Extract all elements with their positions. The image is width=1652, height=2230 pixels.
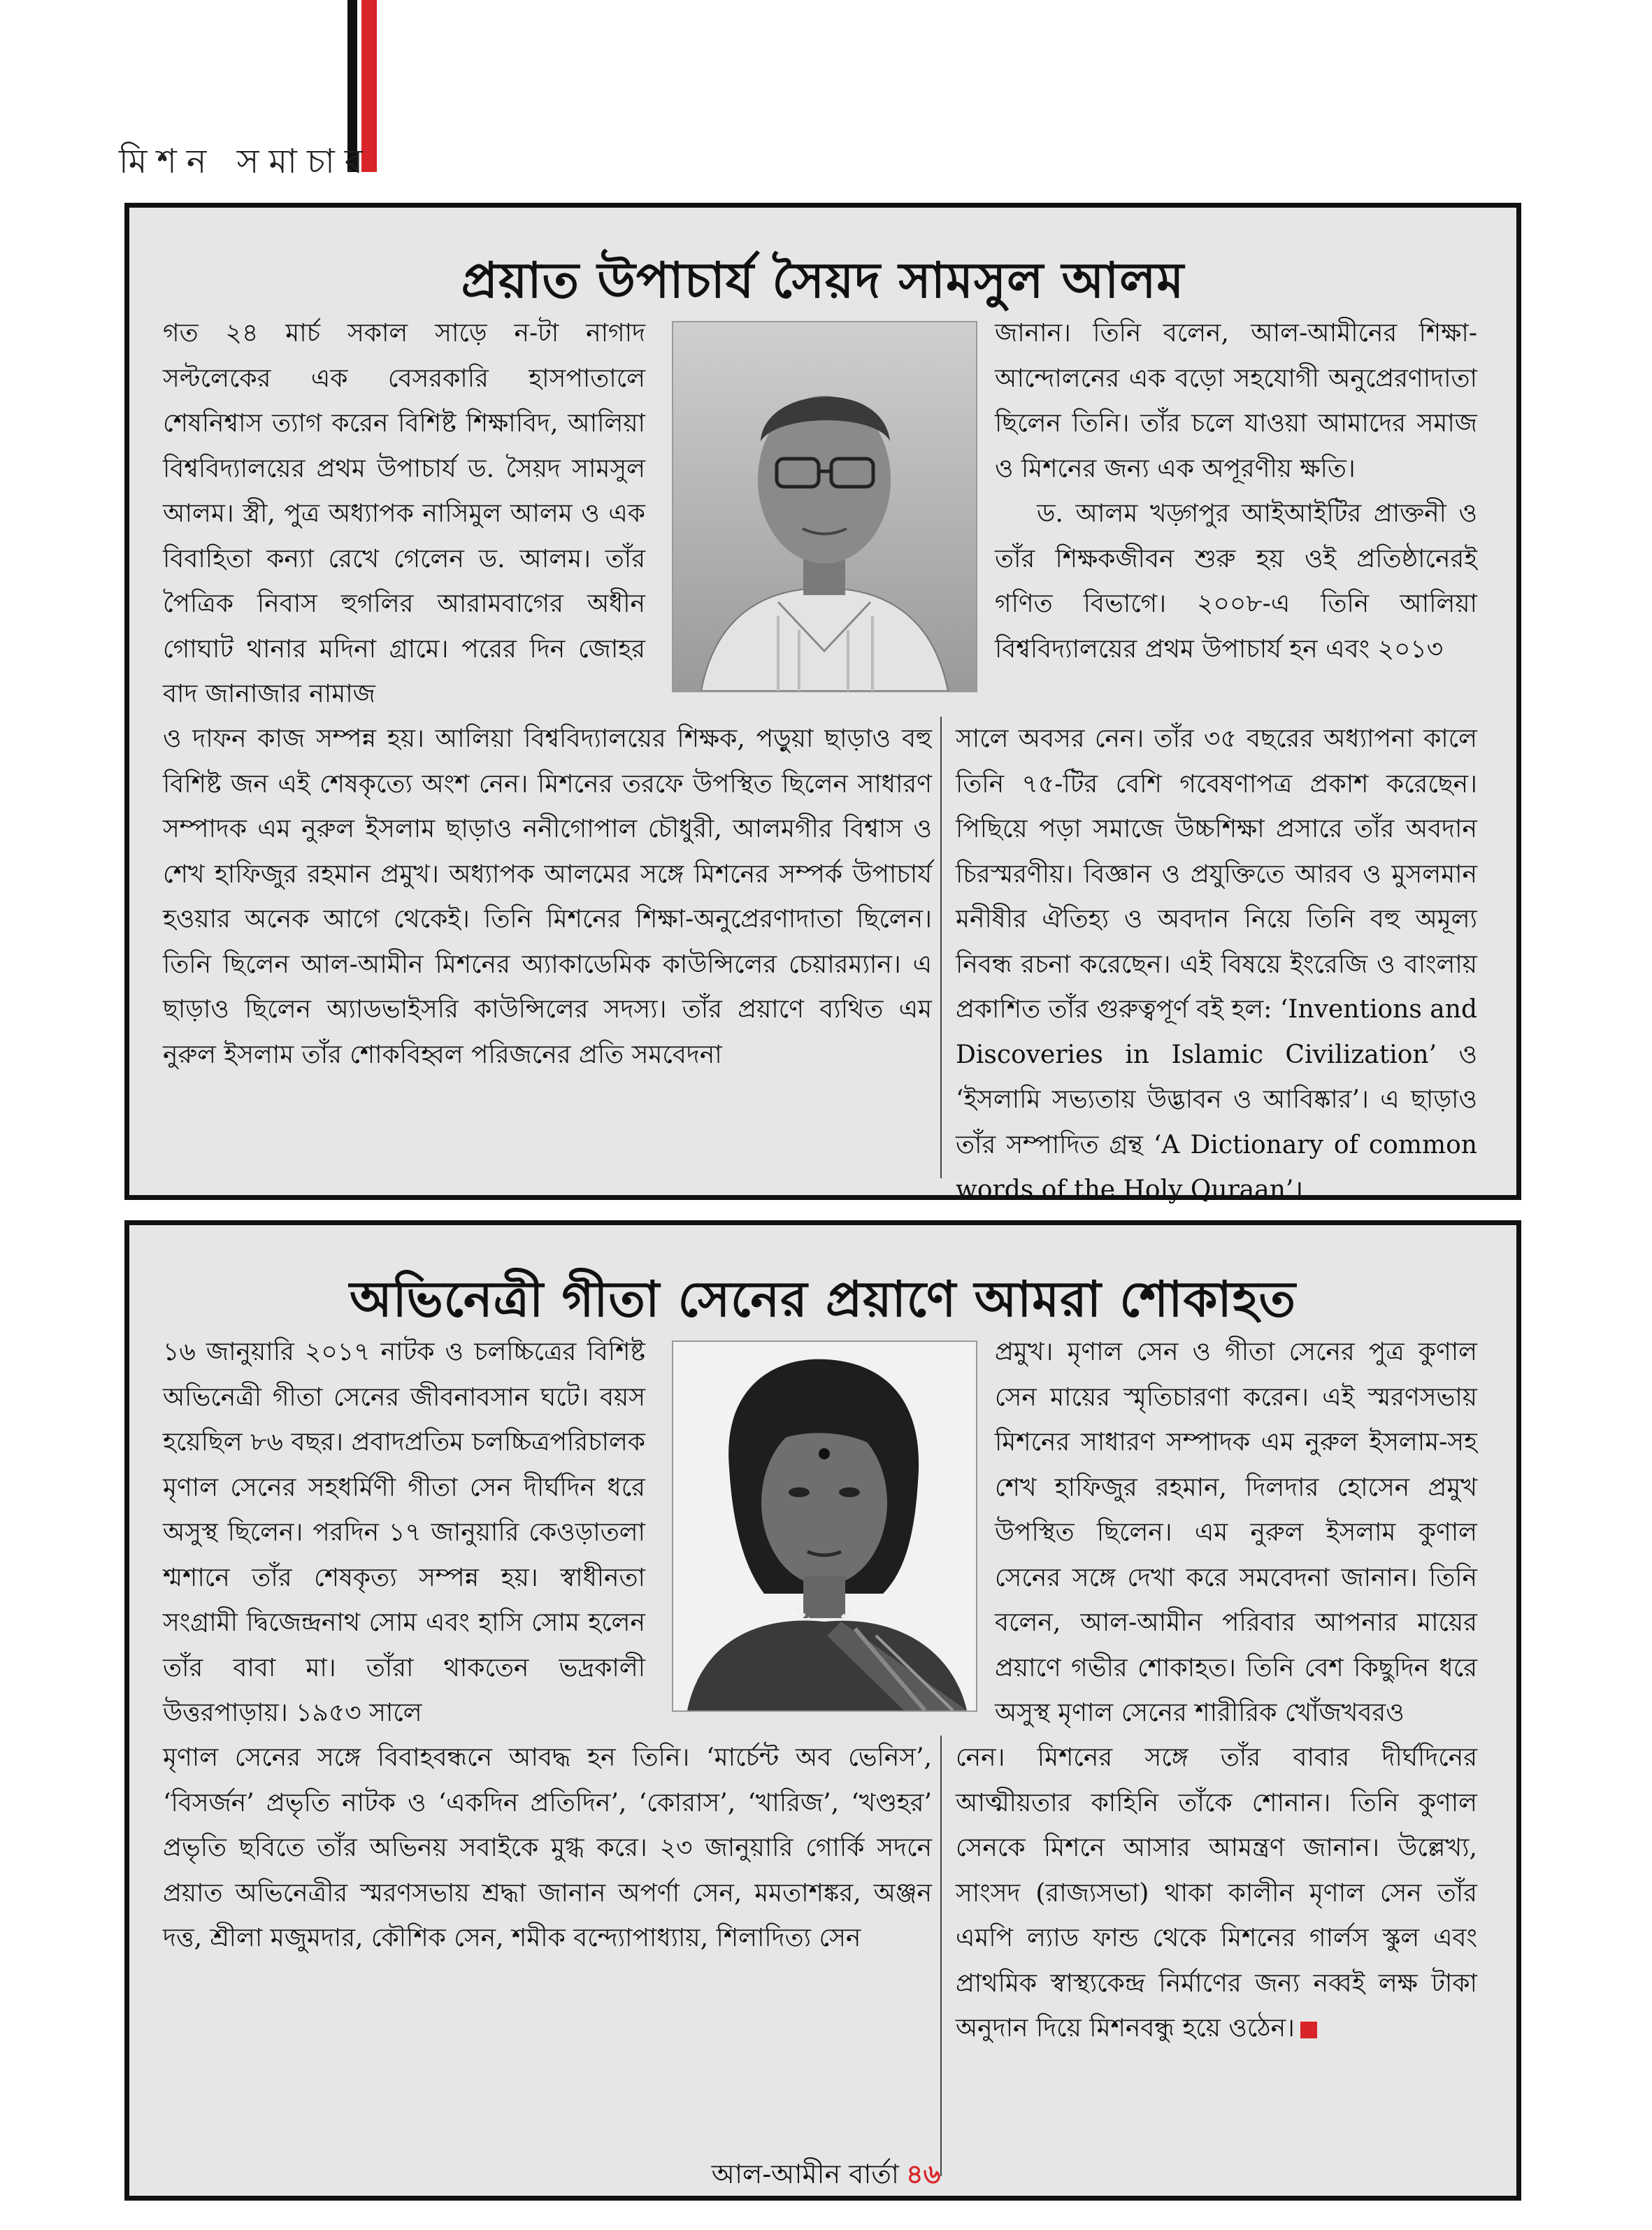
article-2-headline: অভিনেত্রী গীতা সেনের প্রয়াণে আমরা শোকাহত [349,1270,1297,1328]
portrait-man-photo [672,321,977,692]
article-1-paragraph: সালে অবসর নেন। তাঁর ৩৫ বছরের অধ্যাপনা কালে তিনি ৭৫-টির বেশি গবেষণাপত্র প্রকাশ করেছেন। পিছিয়ে পড়া সমাজে উচ্চশিক্ষা প্রসারে তাঁর অবদান চিরস্মরণীয়। বিজ্ঞান ও প্রযুক্তিতে আরব ও মুসলমান মনীষীর ঐতিহ্য ও অবদান নিয়ে তিনি বহু অমূল্য নিবন্ধ রচনা করেছেন। এই বিষয়ে ইংরেজি ও বাংলায় প্রকাশিত তাঁর গুরুত্বপূর্ণ বই হল: ‘Inventions and Discoveries in Islamic Civilization’ ও ‘ইসলামি সভ্যতায় উদ্ভাবন ও আবিষ্কার’। এ ছাড়াও তাঁর সম্পাদিত গ্রন্থ ‘A Dictionary of common words of the Holy Quraan’। [956,724,1477,1204]
article-2-right-lower [956,1736,1477,2052]
article-2-left-upper [163,1330,645,1736]
article-2-left-lower [163,1736,932,1961]
article-box-2 [124,1220,1521,2201]
article-2-paragraph: মৃণাল সেনের সঙ্গে বিবাহবন্ধনে আবদ্ধ হন তিনি। ‘মার্চেন্ট অব ভেনিস’, ‘বিসর্জন’ প্রভৃতি নাটক ও ‘একদিন প্রতিদিন’, ‘কোরাস’, ‘খারিজ’, ‘খণ্ডহর’ প্রভৃতি ছবিতে তাঁর অভিনয় সবাইকে মুগ্ধ করে। ২৩ জানুয়ারি গোর্কি সদনে প্রয়াত অভিনেত্রীর স্মরণসভায় শ্রদ্ধা জানান অপর্ণা সেন, মমতাশঙ্কর, অঞ্জন দত্ত, শ্রীলা মজুমদার, কৌশিক সেন, শমীক বন্দ্যোপাধ্যায়, শিলাদিত্য সেন [163,1743,932,1952]
article-1-left-upper [163,311,645,717]
portrait-man-icon [673,322,976,691]
article-1-headline: প্রয়াত উপাচার্য সৈয়দ সামসুল আলম [461,251,1185,309]
article-1-paragraph: গত ২৪ মার্চ সকাল সাড়ে ন-টা নাগাদ সল্টলেকের এক বেসরকারি হাসপাতালে শেষনিশ্বাস ত্যাগ করেন বিশিষ্ট শিক্ষাবিদ, আলিয়া বিশ্ববিদ্যালয়ের প্রথম উপাচার্য ড. সৈয়দ সামসুল আলম। স্ত্রী, পুত্র অধ্যাপক নাসিমুল আলম ও এক বিবাহিতা কন্যা রেখে গেলেন ড. আলম। তাঁর পৈত্রিক নিবাস হুগলির আরামবাগের অধীন গোঘাট থানার মদিনা গ্রামে। পরের দিন জোহর বাদ জানাজার নামাজ [163,319,645,708]
article-box-1 [124,203,1521,1204]
page-footer [0,2154,1652,2199]
portrait-woman-icon [673,1342,976,1710]
article-1-paragraph: জানান। তিনি বলেন, আল-আমীনের শিক্ষা-আন্দোলনের এক বড়ো সহযোগী অনুপ্রেরণাদাতা ছিলেন তিনি। তাঁর চলে যাওয়া আমাদের সমাজ ও মিশনের জন্য এক অপূরণীয় ক্ষতি। [995,319,1477,483]
article-2-paragraph: প্রমুখ। মৃণাল সেন ও গীতা সেনের পুত্র কুণাল সেন মায়ের স্মৃতিচারণা করেন। এই স্মরণসভায় মিশনের সাধারণ সম্পাদক এম নুরুল ইসলাম-সহ শেখ হাফিজুর রহমান, দিলদার হোসেন প্রমুখ উপস্থিত ছিলেন। এম নুরুল ইসলাম কুণাল সেনের সঙ্গে দেখা করে সমবেদনা জানান। তিনি বলেন, আল-আমীন পরিবার আপনার মায়ের প্রয়াণে গভীর শোকাহত। তিনি বেশ কিছুদিন ধরে অসুস্থ মৃণাল সেনের শারীরিক খোঁজখবরও [995,1338,1477,1727]
end-square-icon [1300,2022,1317,2038]
article-1-left-lower [163,717,932,1078]
section-label: মিশন সমাচার [119,142,373,181]
article-2-paragraph: ১৬ জানুয়ারি ২০১৭ নাটক ও চলচ্চিত্রের বিশিষ্ট অভিনেত্রী গীতা সেনের জীবনাবসান ঘটে। বয়স হয়েছিল ৮৬ বছর। প্রবাদপ্রতিম চলচ্চিত্রপরিচালক মৃণাল সেনের সহধর্মিণী গীতা সেন দীর্ঘদিন ধরে অসুস্থ ছিলেন। পরদিন ১৭ জানুয়ারি কেওড়াতলা শ্মশানে তাঁর শেষকৃত্য সম্পন্ন হয়। স্বাধীনতা সংগ্রামী দ্বিজেন্দ্রনাথ সোম এবং হাসি সোম হলেন তাঁর বাবা মা। তাঁরা থাকতেন ভদ্রকালী উত্তরপাড়ায়। ১৯৫৩ সালে [163,1338,645,1727]
column-divider [940,717,942,1178]
article-2-paragraph [956,1736,1477,2052]
article-2-right-upper [995,1330,1477,1736]
article-1-right-lower [956,717,1477,1213]
column-divider [940,1736,942,2176]
page-number: ৪৬ [905,2158,941,2189]
article-1-right-upper [995,311,1477,672]
portrait-woman-photo [672,1341,977,1712]
article-1-paragraph: ও দাফন কাজ সম্পন্ন হয়। আলিয়া বিশ্ববিদ্যালয়ের শিক্ষক, পড়ুয়া ছাড়াও বহু বিশিষ্ট জন এই শেষকৃত্যে অংশ নেন। মিশনের তরফে উপস্থিত ছিলেন সাধারণ সম্পাদক এম নুরুল ইসলাম ছাড়াও ননীগোপাল চৌধুরী, আলমগীর বিশ্বাস ও শেখ হাফিজুর রহমান প্রমুখ। অধ্যাপক আলমের সঙ্গে মিশনের সম্পর্ক উপাচার্য হওয়ার অনেক আগে থেকেই। তিনি মিশনের শিক্ষা-অনুপ্রেরণাদাতা ছিলেন। তিনি ছিলেন আল-আমীন মিশনের অ্যাকাডেমিক কাউন্সিলের চেয়ারম্যান। এ ছাড়াও ছিলেন অ্যাডভাইসরি কাউন্সিলের সদস্য। তাঁর প্রয়াণে ব্যথিত এম নুরুল ইসলাম তাঁর শোকবিহ্বল পরিজনের প্রতি সমবেদনা [163,724,932,1069]
article-1-paragraph: ড. আলম খড়্গপুর আইআইটির প্রাক্তনী ও তাঁর শিক্ষকজীবন শুরু হয় ওই প্রতিষ্ঠানেরই গণিত বিভাগে। ২০০৮-এ তিনি আলিয়া বিশ্ববিদ্যালয়ের প্রথম উপাচার্য হন এবং ২০১৩ [995,499,1477,664]
article-2-closing-text: নেন। মিশনের সঙ্গে তাঁর বাবার দীর্ঘদিনের আত্মীয়তার কাহিনি তাঁকে শোনান। তিনি কুণাল সেনকে মিশনে আসার আমন্ত্রণ জানান। উল্লেখ্য, সাংসদ (রাজ্যসভা) থাকা কালীন মৃণাল সেন তাঁর এমপি ল্যাড ফান্ড থেকে মিশনের গার্লস স্কুল এবং প্রাথমিক স্বাস্থ্যকেন্দ্র নির্মাণের জন্য নব্বই লক্ষ টাকা অনুদান দিয়ে মিশনবন্ধু হয়ে ওঠেন। [956,1743,1477,2043]
publication-name: আল-আমীন বার্তা [711,2159,899,2189]
